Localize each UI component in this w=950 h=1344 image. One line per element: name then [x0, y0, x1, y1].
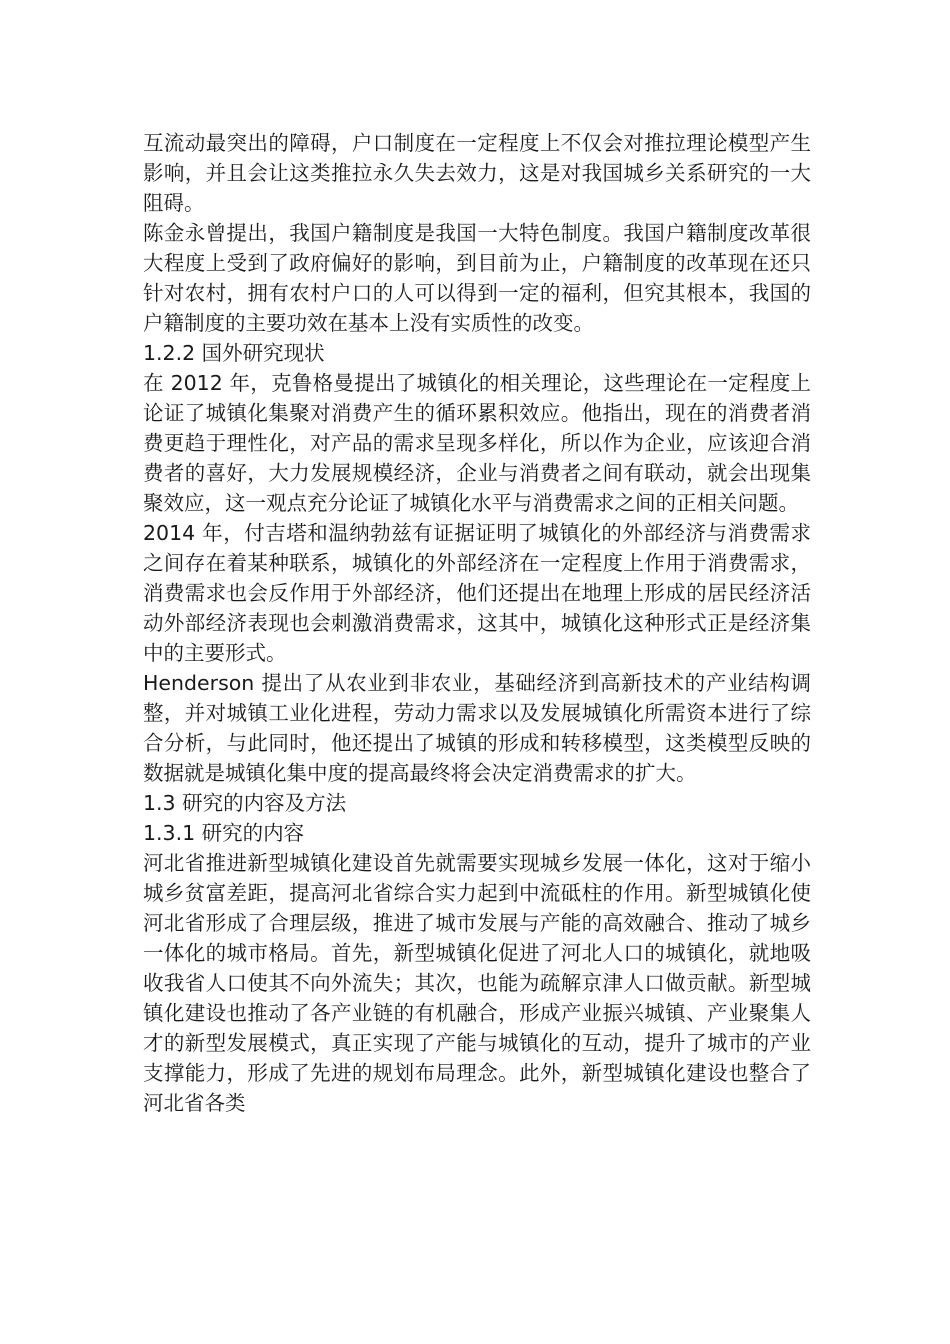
paragraph-hebei-urbanization: 河北省推进新型城镇化建设首先就需要实现城乡发展一体化，这对于缩小城乡贫富差距，提高河北省综合实力起到中流砥柱的作用。新型城镇化使河北省形成了合理层级，推进了城市发展与产能的高效融合、推动了城乡一体化的城市格局。首先，新型城镇化促进了河北人口的城镇化，就地吸收我省人口使其不向外流失；其次，也能为疏解京津人口做贡献。新型城镇化建设也推动了各产业链的有机融合，形成产业振兴城镇、产业聚集人才的新型发展模式，真正实现了产能与城镇化的互动，提升了城市的产业支撑能力，形成了先进的规划布局理念。此外，新型城镇化建设也整合了河北省各类 — [143, 851, 811, 1115]
paragraph-chen-jinyong: 陈金永曾提出，我国户籍制度是我国一大特色制度。我国户籍制度改革很大程度上受到了政府偏好的影响，到目前为止，户籍制度的改革现在还只针对农村，拥有农村户口的人可以得到一定的福利，但究其根本，我国的户籍制度的主要功效在基本上没有实质性的改变。 — [143, 221, 811, 335]
paragraph-fujita: 2014 年，付吉塔和温纳勃兹有证据证明了城镇化的外部经济与消费需求之间存在着某种联系，城镇化的外部经济在一定程度上作用于消费需求，消费需求也会反作用于外部经济，他们还提出在地理上形成的居民经济活动外部经济表现也会刺激消费需求，这其中，城镇化这种形式正是经济集中的主要形式。 — [143, 521, 811, 665]
section-heading-1-3: 1.3 研究的内容及方法 — [143, 791, 347, 815]
document-body — [143, 128, 811, 1118]
paragraph-krugman: 在 2012 年，克鲁格曼提出了城镇化的相关理论，这些理论在一定程度上论证了城镇化集聚对消费产生的循环累积效应。他指出，现在的消费者消费更趋于理性化，对产品的需求呈现多样化，所以作为企业，应该迎合消费者的喜好，大力发展规模经济，企业与消费者之间有联动，就会出现集聚效应，这一观点充分论证了城镇化水平与消费需求之间的正相关问题。 — [143, 371, 811, 515]
paragraph-household-registration-barrier: 互流动最突出的障碍，户口制度在一定程度上不仅会对推拉理论模型产生影响，并且会让这类推拉永久失去效力，这是对我国城乡关系研究的一大阻碍。 — [143, 131, 811, 215]
section-heading-1-3-1: 1.3.1 研究的内容 — [143, 821, 305, 845]
paragraph-henderson: Henderson 提出了从农业到非农业，基础经济到高新技术的产业结构调整，并对城镇工业化进程，劳动力需求以及发展城镇化所需资本进行了综合分析，与此同时，他还提出了城镇的形成和转移模型，这类模型反映的数据就是城镇化集中度的提高最终将会决定消费需求的扩大。 — [143, 671, 811, 785]
section-heading-1-2-2: 1.2.2 国外研究现状 — [143, 341, 325, 365]
